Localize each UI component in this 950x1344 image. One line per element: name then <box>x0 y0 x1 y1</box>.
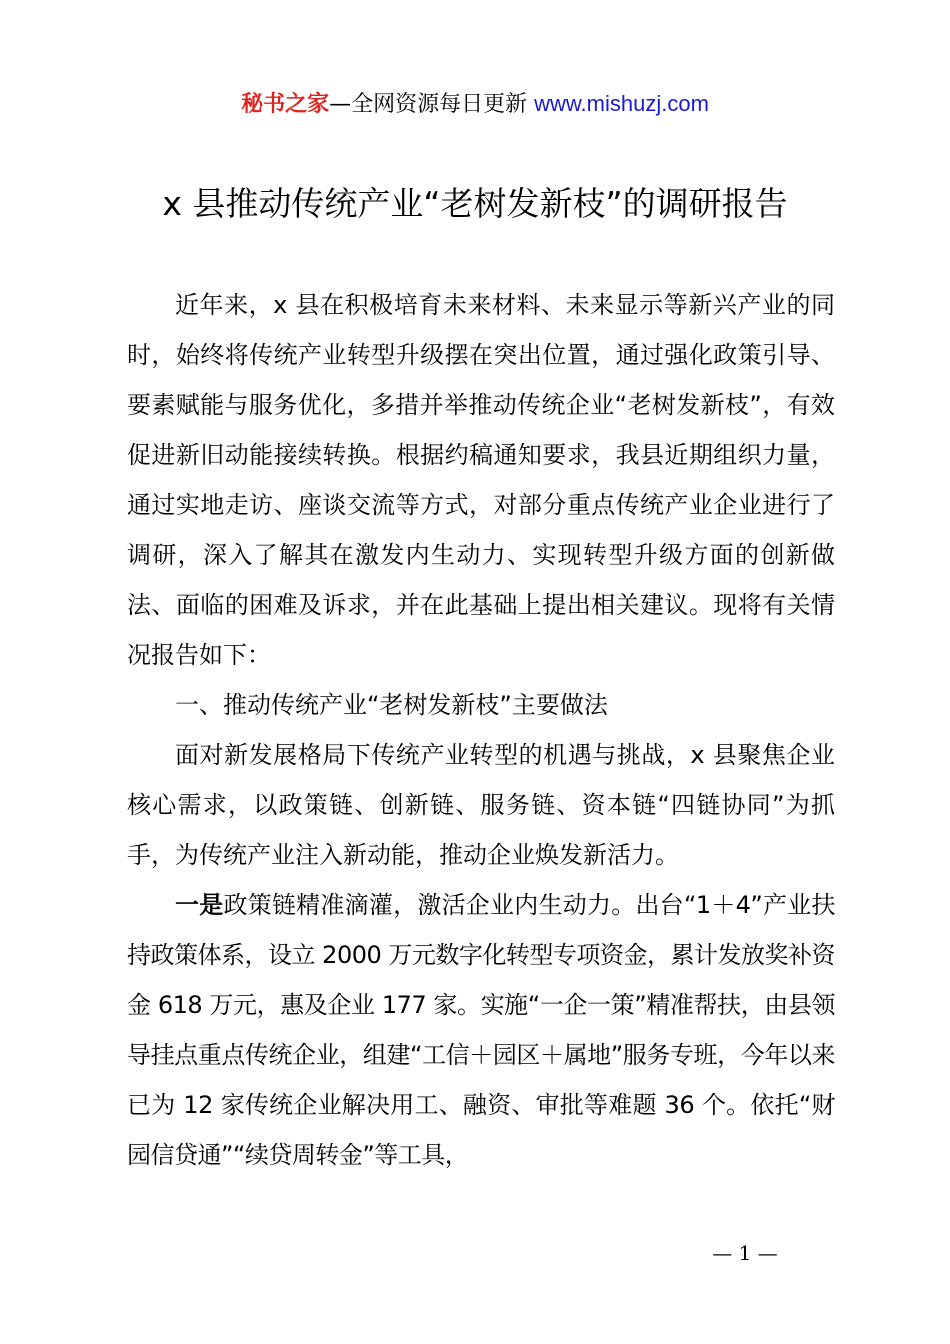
section-intro-paragraph: 面对新发展格局下传统产业转型的机遇与挑战，x 县聚焦企业核心需求，以政策链、创新链、服务链、资本链“四链协同”为抓手，为传统产业注入新动能，推动企业焕发新活力。 <box>127 741 835 869</box>
page-number: — 1 — <box>712 1241 778 1265</box>
brand-name: 秘书之家 <box>241 92 330 117</box>
point-one-paragraph <box>127 880 835 1180</box>
point-one-text: 政策链精准滴灌，激活企业内生动力。出台“1＋4”产业扶持政策体系，设立 2000 万元数字化转型专项资金，累计发放奖补资金 618 万元，惠及企业 177 家。实施“一企一策”精准帮扶，由县领导挂点重点传统企业，组建“工信＋园区＋属地”服务专班，今年以来已为 12 家传统企业解决用工、融资、审批等难题 36 个。依托“财园信贷通”“续贷周转金”等工具， <box>127 891 835 1169</box>
site-slogan: —全网资源每日更新 <box>329 92 535 117</box>
site-header <box>0 86 950 123</box>
document-body <box>127 280 835 1180</box>
site-url-link[interactable]: www.mishuzj.com <box>534 91 709 116</box>
intro-paragraph: 近年来，x 县在积极培育未来材料、未来显示等新兴产业的同时，始终将传统产业转型升级摆在突出位置，通过强化政策引导、要素赋能与服务优化，多措并举推动传统企业“老树发新枝”，有效促进新旧动能接续转换。根据约稿通知要求，我县近期组织力量，通过实地走访、座谈交流等方式，对部分重点传统产业企业进行了调研，深入了解其在激发内生动力、实现转型升级方面的创新做法、面临的困难及诉求，并在此基础上提出相关建议。现将有关情况报告如下： <box>127 291 835 669</box>
point-one-lead: 一是 <box>175 891 224 919</box>
document-title: x 县推动传统产业“老树发新枝”的调研报告 <box>162 184 788 223</box>
section-heading: 一、推动传统产业“老树发新枝”主要做法 <box>175 691 608 719</box>
